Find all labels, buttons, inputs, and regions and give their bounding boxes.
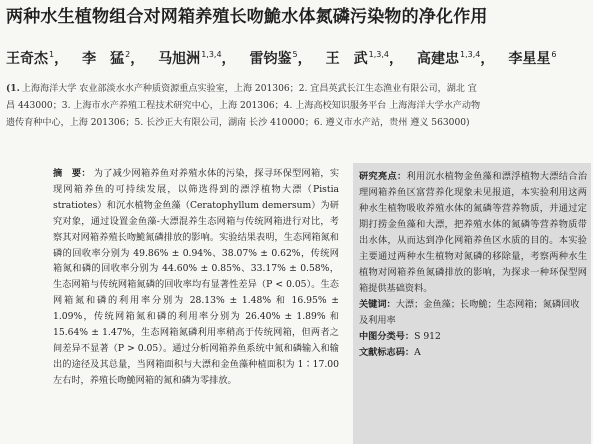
classification-label: 中图分类号： [359,331,415,342]
author-3: 马旭洲$^{1,3,4}$， [158,50,236,67]
affiliation-line-2: 昌 443000；3. 上海市水产养殖工程技术研究中心，上海 201306；4. 上海高校知识服务平台 上海海洋大学水产动物 [6,101,481,111]
keywords [359,297,587,329]
author-5: 王 武$^{1,3,4}$， [325,50,403,67]
affiliation-marker: (1. [6,83,20,94]
affiliation-line-1 [6,80,591,98]
author-name: 马旭洲 [158,51,201,67]
author-list [6,50,591,68]
affiliation-text: 上海海洋大学 农业部淡水水产种质资源重点实验室，上海 201306；2. 宜昌英武长江生态渔业有限公司，湖北 宜 [21,84,477,94]
abstract-label: 摘 要： [53,168,91,179]
classification-value: S 912 [414,331,441,342]
keywords-label: 关键词： [359,299,396,310]
research-highlights [359,169,587,297]
highlights-text: 利用沉水植物金鱼藻和漂浮植物大漂结合治理网箱养鱼区富营养化现象未见报道，本实验利用这两种水生植物吸收养殖水体的氮磷等营养物质，并通过定期打捞金鱼藻和大漂，把养殖水体的氮磷等营养物质带出水体，从而达到净化网箱养鱼区水质的目的。本实验主要通过两种水生植物对氮磷的移除量，考察两种水生植物对网箱养鱼氮磷排放的影响，为探求一种环保型网箱提供基础资料。 [359,171,588,294]
document-code-value: A [414,347,421,358]
abstract [53,166,339,389]
author-name: 雷钧鉴 [249,51,292,67]
author-name: 李星星 [508,51,551,67]
author-7 [508,50,556,68]
author-affiliation-mark: 1,3,4 [460,50,481,59]
affiliation-line-3: 遗传育种中心，上海 201306；5. 长沙正大有限公司，湖南 长沙 410000；6. 遵义市水产站，贵州 遵义 563000) [6,118,470,128]
document-code-label: 文献标志码： [359,347,415,358]
paper-title: 两种水生植物组合对网箱养殖长吻鮠水体氮磷污染物的净化作用 [6,7,488,27]
article-info-box [353,163,591,444]
author-name: 李 猛 [82,51,125,67]
author-name: 高建忠 [417,51,459,67]
author-affiliation-mark: 5 [292,50,298,59]
affiliations [6,80,591,132]
author-affiliation-mark: 6 [551,50,557,59]
author-affiliation-mark: 1,3,4 [201,50,222,59]
author-1: 王奇杰$^1$， [6,50,69,67]
author-2: 李 猛$^2$， [82,50,145,67]
author-affiliation-mark: 1,3,4 [368,50,389,59]
author-affiliation-mark: 1 [49,50,55,59]
keywords-text: 大漂；金鱼藻；长吻鮠；生态网箱；氮磷回收及利用率 [359,299,580,326]
author-name: 王 武 [325,51,368,67]
document-code [359,345,587,361]
highlights-label: 研究亮点： [359,171,407,182]
author-6: 高建忠$^{1,3,4}$， [417,50,495,67]
classification-number [359,329,587,345]
author-4: 雷钧鉴$^5$， [249,50,312,67]
author-name: 王奇杰 [6,51,48,67]
author-affiliation-mark: 2 [125,50,131,59]
abstract-text: 为了减少网箱养鱼对养殖水体的污染，探寻环保型网箱，实现网箱养鱼的可持续发展，以筛选得到的漂浮植物大漂（Pistia stratiotes）和沉水植物金鱼藻（Ceratophyllum demersum）为研究对象，通过设置金鱼藻-大漂混养生态网箱与传统网箱进行对比，考察其对网箱养殖长吻鮠氮磷排放的影响。实验结果表明，生态网箱氮和磷的回收率分别为 49.86% ± 0.94%、38.07% ± 0.62%，传统网箱氮和磷的回收率分别为 44.60% ± 0.85%、33.17% ± 0.58%，生态网箱与传统网箱氮磷的回收率均有显著性差异（P < 0.05）。生态网箱氮和磷的利用率分别为 28.13% ± 1.48% 和 16.95% ± 1.09%，传统网箱氮和磷的利用率分别为 26.40% ± 1.89% 和 15.64% ± 1.47%，生态网箱氮磷利用率稍高于传统网箱，但两者之间差异不显著（P > 0.05）。通过分析网箱养鱼系统中氮和磷输入和输出的途径及其总量，当网箱面积与大漂和金鱼藻种植面积为 1∶17.00 左右时，养殖长吻鮠网箱的氮和磷为零排放。 [53,168,340,386]
